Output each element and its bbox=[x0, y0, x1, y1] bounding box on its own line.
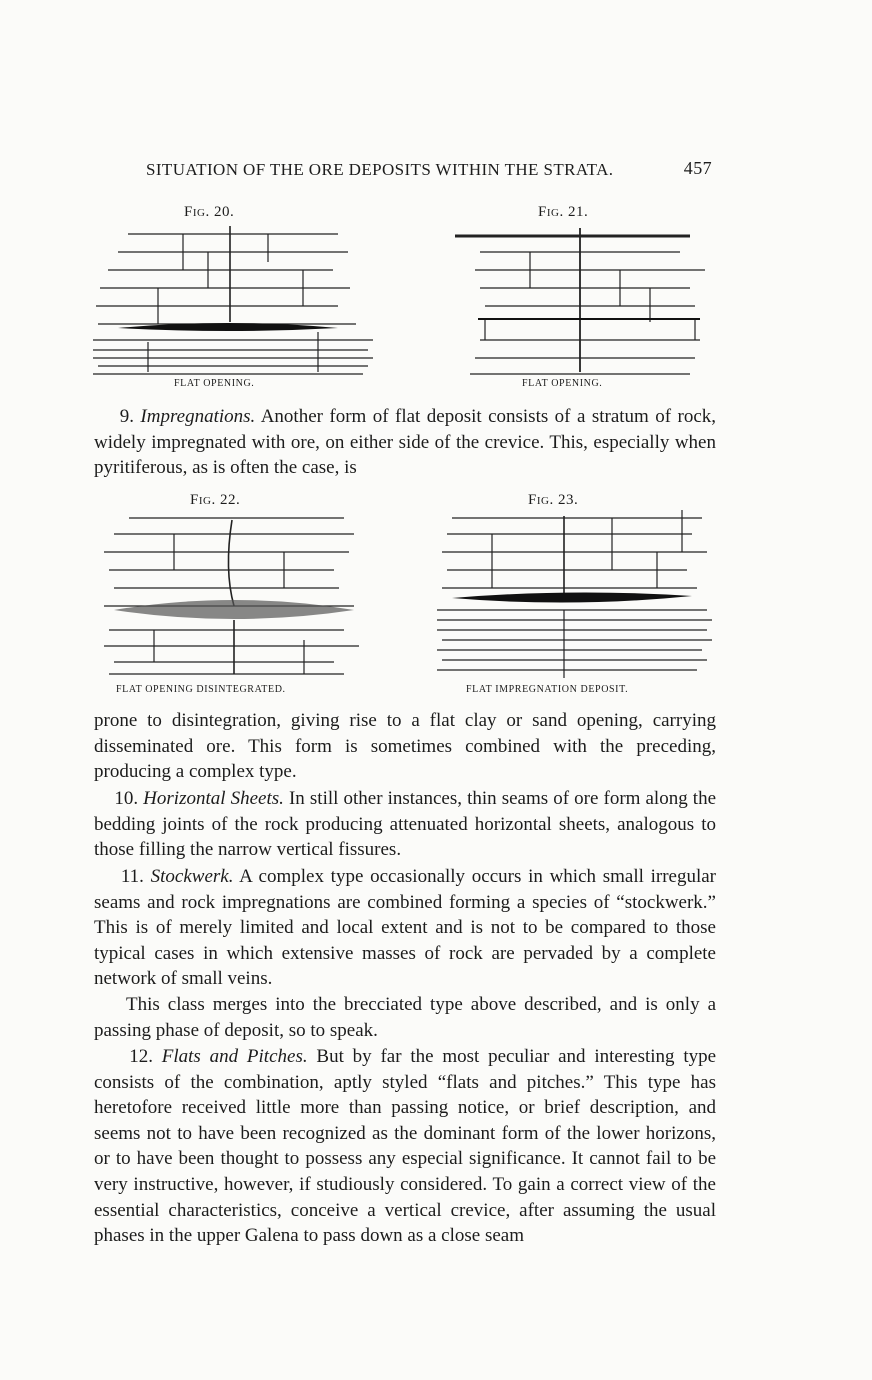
figure-23-illustration bbox=[432, 510, 722, 680]
figure-22 bbox=[94, 492, 384, 702]
figure-caption: FLAT OPENING. bbox=[174, 378, 255, 389]
figure-label: Fig. 21. bbox=[538, 204, 589, 220]
paragraph-text: In still other instances, thin seams of ore form along the bedding joints of the rock producing attenuated horizontal sheets, analogous to those filling the narrow vertical fissures. bbox=[94, 788, 717, 861]
figure-caption: FLAT OPENING DISINTEGRATED. bbox=[116, 684, 286, 695]
figure-label: Fig. 23. bbox=[528, 492, 579, 508]
paragraph-12 bbox=[94, 1044, 716, 1249]
figure-label: Fig. 20. bbox=[184, 204, 235, 220]
paragraph-heading: Horizontal Sheets. bbox=[143, 788, 284, 809]
paragraph-11 bbox=[94, 864, 716, 992]
paragraph-text: A complex type occasionally occurs in which small irregular seams and rock impregnations are combined forming a species of “stockwerk.” This is of merely limited and local extent and is not to be compared to those typical cases in which extensive masses of rock are pervaded by a complete network of small veins. bbox=[94, 866, 717, 990]
paragraph-text: But by far the most peculiar and interesting type consists of the combination, aptly styled “flats and pitches.” This type has heretofore received little more than passing notice, or brief description, and seems not to have been recognized as the dominant form of the lower horizons, or to have been thought to possess any especial significance. It cannot fail to be very instructive, however, if studiously considered. To gain a correct view of the essential characteristics, conceive a vertical crevice, after assuming the usual phases in the upper Galena to pass down as a close seam bbox=[94, 1046, 717, 1247]
figure-21 bbox=[450, 200, 720, 400]
paragraph-heading: Stockwerk. bbox=[150, 866, 234, 887]
paragraph-9-continued bbox=[94, 708, 716, 785]
figure-caption: FLAT IMPREGNATION DEPOSIT. bbox=[466, 684, 629, 695]
paragraph-heading: Flats and Pitches. bbox=[161, 1046, 308, 1067]
paragraph-number: 9. bbox=[119, 406, 134, 427]
running-title: SITUATION OF THE ORE DEPOSITS WITHIN THE STRATA. bbox=[146, 160, 614, 179]
paragraph-number: 10. bbox=[114, 788, 139, 809]
figure-22-illustration bbox=[94, 510, 384, 680]
paragraph-text: Another form of flat deposit consists of a stratum of rock, widely impregnated with ore, on either side of the crevice. This, especially when pyritiferous, as is often the case, is bbox=[94, 406, 717, 479]
paragraph-number: 12. bbox=[129, 1046, 153, 1067]
paragraph-text: prone to disintegration, giving rise to a flat clay or sand opening, carrying disseminated ore. This form is sometimes combined with the preceding, producing a complex type. bbox=[94, 710, 716, 783]
figure-23 bbox=[432, 492, 722, 702]
paragraph-number: 11. bbox=[120, 866, 144, 887]
figure-label: Fig. 22. bbox=[190, 492, 241, 508]
figure-20 bbox=[88, 200, 378, 400]
page-number: 457 bbox=[683, 158, 712, 178]
paragraph-11-note bbox=[94, 992, 716, 1043]
figure-caption: FLAT OPENING. bbox=[522, 378, 603, 389]
paragraph-heading: Impregnations. bbox=[140, 406, 256, 427]
figure-21-illustration bbox=[450, 222, 720, 387]
paragraph-text: This class merges into the brecciated type above described, and is only a passing phase of deposit, so to speak. bbox=[94, 994, 716, 1041]
paragraph-9 bbox=[94, 404, 716, 481]
figure-20-illustration bbox=[88, 222, 378, 387]
paragraph-10 bbox=[94, 786, 716, 863]
